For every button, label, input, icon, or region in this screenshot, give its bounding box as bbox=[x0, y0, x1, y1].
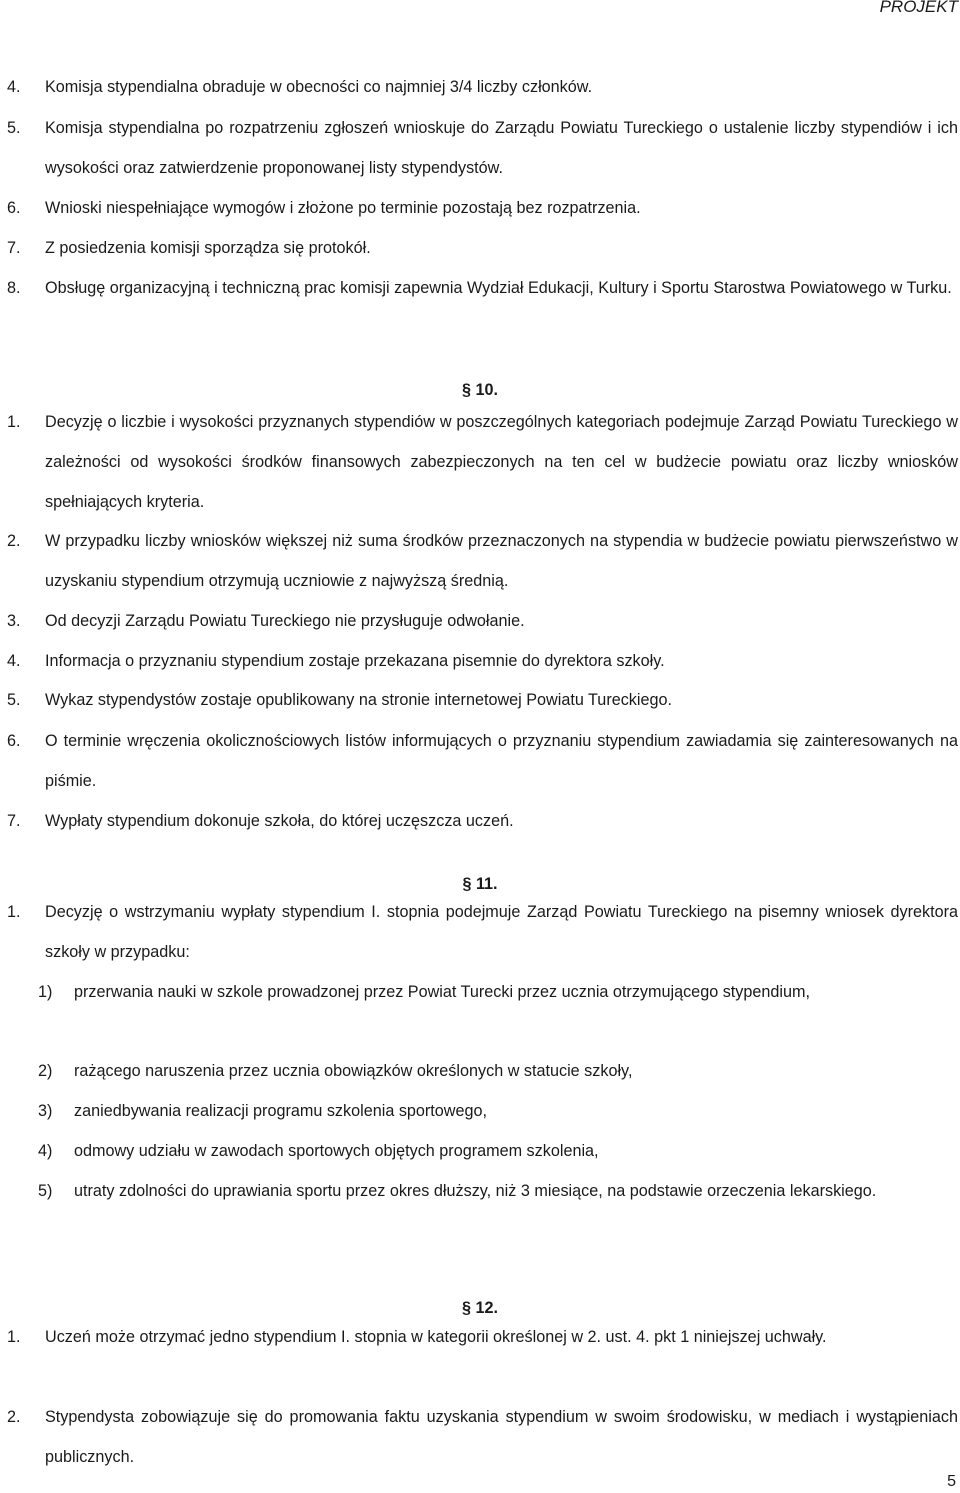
list-item-text: Obsługę organizacyjną i techniczną prac komisji zapewnia Wydział Edukacji, Kultury i Sportu Starostwa Powiatowego w Turku. bbox=[45, 279, 952, 297]
sub-list-item-number: 1) bbox=[38, 983, 53, 1001]
list-item-text: Z posiedzenia komisji sporządza się protokół. bbox=[45, 239, 371, 257]
list-item-number: 5. bbox=[7, 691, 21, 709]
list-item-text: Komisja stypendialna obraduje w obecności co najmniej 3/4 liczby członków. bbox=[45, 78, 593, 96]
sub-list-item-number: 3) bbox=[38, 1102, 53, 1120]
sub-list-item bbox=[38, 1131, 958, 1171]
sub-list-item-number: 5) bbox=[38, 1182, 53, 1200]
list-item bbox=[7, 521, 958, 601]
list-item bbox=[7, 801, 958, 841]
list-item-text: O terminie wręczenia okolicznościowych listów informujących o przyznaniu stypendium zawiadamia się zainteresowanych na piśmie. bbox=[45, 732, 958, 790]
section-heading-11: § 11. bbox=[462, 875, 498, 893]
list-item bbox=[7, 188, 958, 228]
list-item bbox=[7, 641, 958, 681]
sub-list-item bbox=[38, 1051, 958, 1091]
list-item-number: 1. bbox=[7, 1328, 21, 1346]
sub-list-item bbox=[38, 1091, 958, 1131]
list-item-number: 6. bbox=[7, 732, 21, 750]
section-heading-12: § 12. bbox=[461, 1299, 498, 1317]
list-item-text: Stypendysta zobowiązuje się do promowania faktu uzyskania stypendium w swoim środowisku, w mediach i wystąpieniach publicznych. bbox=[45, 1408, 958, 1466]
list-item bbox=[7, 228, 958, 268]
list-item-text: Uczeń może otrzymać jedno stypendium I. stopnia w kategorii określonej w 2. ust. 4. pkt 1 niniejszej uchwały. bbox=[45, 1328, 827, 1346]
sub-list-item-number: 2) bbox=[38, 1062, 53, 1080]
sub-list-item-text: odmowy udziału w zawodach sportowych objętych programem szkolenia, bbox=[74, 1142, 599, 1160]
list-item-number: 8. bbox=[7, 279, 21, 297]
sub-list-item-text: przerwania nauki w szkole prowadzonej przez Powiat Turecki przez ucznia otrzymującego stypendium, bbox=[74, 983, 810, 1001]
list-item bbox=[7, 601, 958, 641]
list-item-text: Decyzję o wstrzymaniu wypłaty stypendium I. stopnia podejmuje Zarząd Powiatu Tureckiego na pisemny wniosek dyrektora szkoły w przypadku: bbox=[45, 903, 958, 961]
list-item bbox=[7, 680, 958, 720]
sub-list-item bbox=[38, 972, 958, 1012]
list-item-text: Komisja stypendialna po rozpatrzeniu zgłoszeń wnioskuje do Zarządu Powiatu Tureckiego o ustalenie liczby stypendiów i ich wysokości oraz zatwierdzenie proponowanej listy stypendystów. bbox=[45, 119, 958, 177]
sub-list-item-text: utraty zdolności do uprawiania sportu przez okres dłuższy, niż 3 miesiące, na podstawie orzeczenia lekarskiego. bbox=[74, 1182, 877, 1200]
list-item-number: 1. bbox=[7, 903, 21, 921]
section-heading-10: § 10. bbox=[461, 381, 498, 399]
list-item-number: 2. bbox=[7, 1408, 21, 1426]
document-status-label: PROJEKT bbox=[879, 0, 958, 16]
list-item-number: 2. bbox=[7, 532, 21, 550]
list-item bbox=[7, 1317, 958, 1357]
list-item-text: Informacja o przyznaniu stypendium zostaje przekazana pisemnie do dyrektora szkoły. bbox=[45, 652, 665, 670]
list-item bbox=[7, 108, 958, 188]
list-item bbox=[7, 721, 958, 801]
list-item-number: 5. bbox=[7, 119, 21, 137]
list-item-text: Wypłaty stypendium dokonuje szkoła, do której uczęszcza uczeń. bbox=[45, 812, 514, 830]
list-item-number: 4. bbox=[7, 78, 21, 96]
list-item bbox=[7, 892, 958, 972]
list-item-number: 7. bbox=[7, 812, 21, 830]
list-item-text: Wykaz stypendystów zostaje opublikowany na stronie internetowej Powiatu Tureckiego. bbox=[45, 691, 672, 709]
list-item bbox=[7, 402, 958, 522]
list-item bbox=[7, 67, 958, 107]
sub-list-item bbox=[38, 1171, 958, 1211]
list-item-text: W przypadku liczby wniosków większej niż suma środków przeznaczonych na stypendia w budżecie powiatu pierwszeństwo w uzyskaniu stypendium otrzymują uczniowie z najwyższą średnią. bbox=[45, 532, 958, 590]
list-item-number: 4. bbox=[7, 652, 21, 670]
sub-list-item-text: zaniedbywania realizacji programu szkolenia sportowego, bbox=[74, 1102, 488, 1120]
list-item-number: 7. bbox=[7, 239, 21, 257]
list-item-number: 6. bbox=[7, 199, 21, 217]
list-item bbox=[7, 268, 958, 308]
sub-list-item-text: rażącego naruszenia przez ucznia obowiązków określonych w statucie szkoły, bbox=[74, 1062, 633, 1080]
sub-list-item-number: 4) bbox=[38, 1142, 53, 1160]
page-number: 5 bbox=[947, 1473, 956, 1490]
list-item-text: Decyzję o liczbie i wysokości przyznanych stypendiów w poszczególnych kategoriach podejmuje Zarząd Powiatu Tureckiego w zależności od wysokości środków finansowych zabezpieczonych na ten cel w budżecie powiatu oraz liczby wniosków spełniających kryteria. bbox=[45, 413, 958, 511]
list-item-text: Wnioski niespełniające wymogów i złożone po terminie pozostają bez rozpatrzenia. bbox=[45, 199, 641, 217]
list-item bbox=[7, 1397, 958, 1477]
list-item-number: 1. bbox=[7, 413, 21, 431]
list-item-text: Od decyzji Zarządu Powiatu Tureckiego nie przysługuje odwołanie. bbox=[45, 612, 525, 630]
list-item-number: 3. bbox=[7, 612, 21, 630]
